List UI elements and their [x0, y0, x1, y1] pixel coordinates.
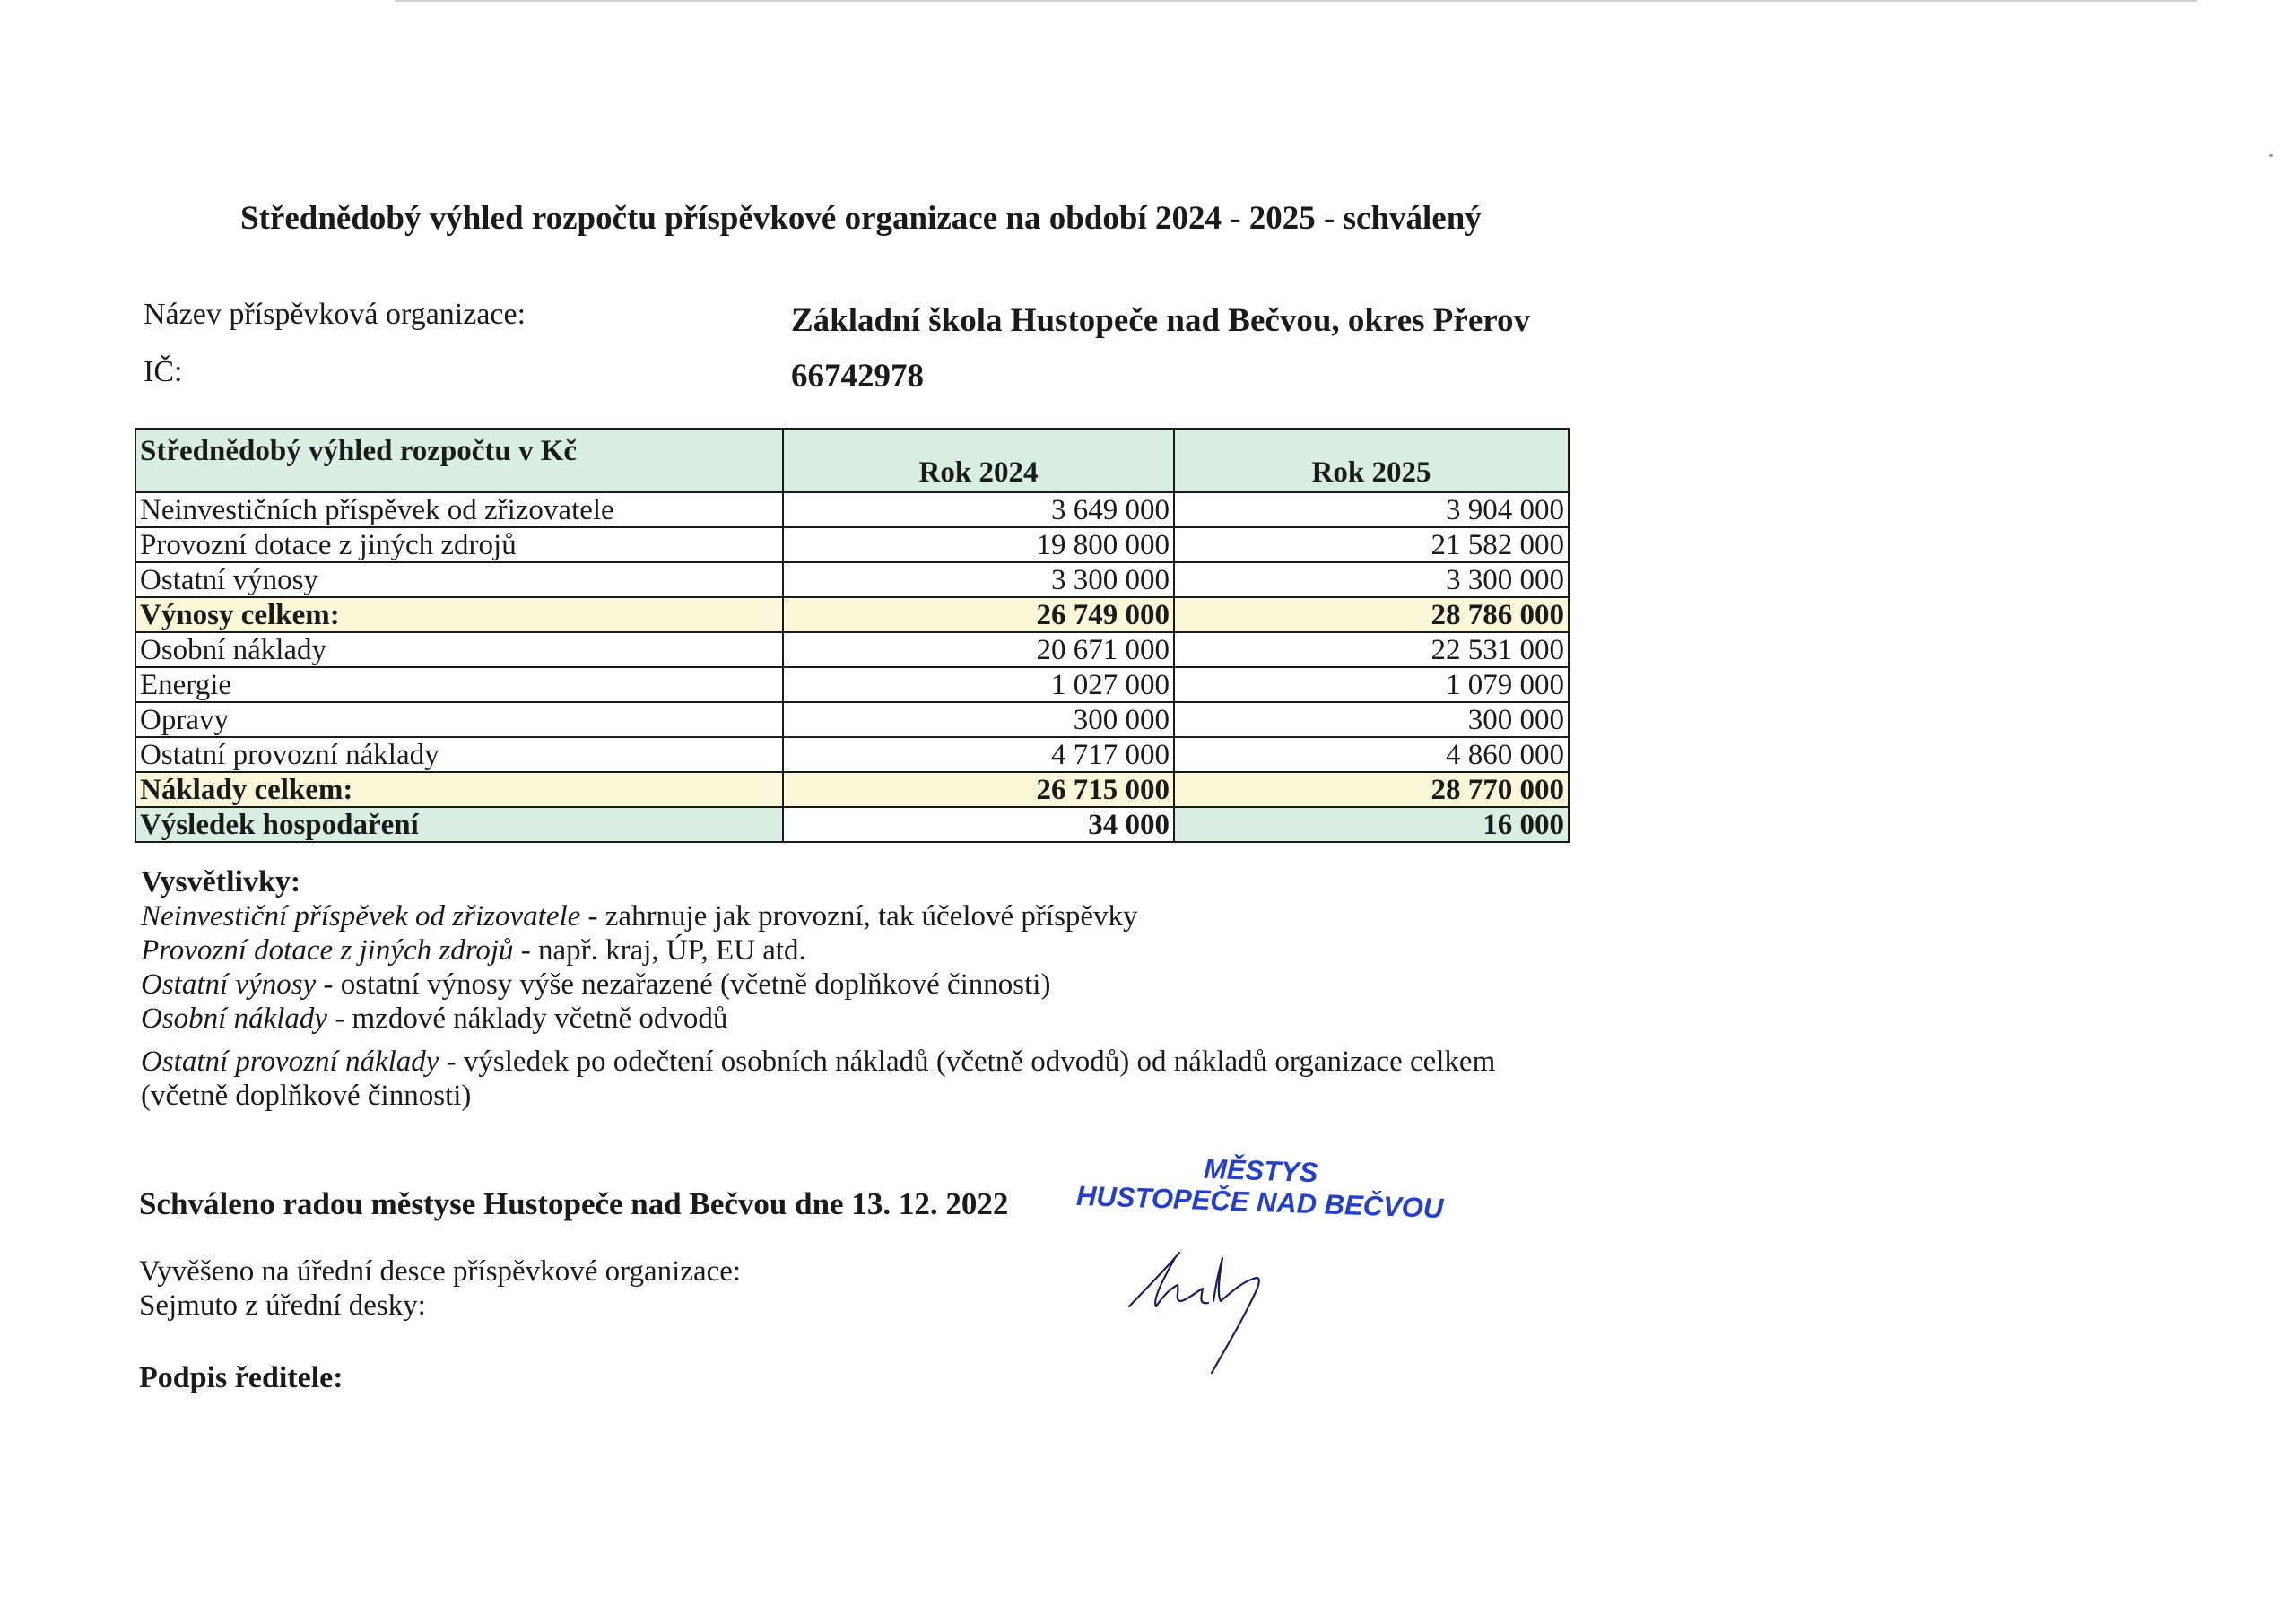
value-2024: 4 717 000 [783, 737, 1174, 772]
value-2024: 3 649 000 [783, 492, 1174, 527]
row-label: Výsledek hospodaření [135, 807, 783, 842]
ic-value: 66742978 [791, 358, 924, 395]
value-2024: 26 715 000 [783, 772, 1174, 807]
org-name-label: Název příspěvková organizace: [144, 298, 526, 331]
row-label: Opravy [135, 702, 783, 737]
value-2025: 300 000 [1174, 702, 1569, 737]
value-2024: 19 800 000 [783, 527, 1174, 562]
note-term: Ostatní výnosy [141, 968, 317, 1001]
table-row [135, 702, 1569, 737]
note-term: Osobní náklady [141, 1002, 328, 1035]
row-label: Osobní náklady [135, 632, 783, 667]
director-signature-label: Podpis ředitele: [139, 1361, 344, 1394]
header-label: Střednědobý výhled rozpočtu v Kč [135, 429, 783, 492]
org-name-value: Základní škola Hustopeče nad Bečvou, okres Přerov [791, 302, 1531, 339]
note-term: Neinvestiční příspěvek od zřizovatele [141, 900, 581, 933]
table-row-total-income [135, 597, 1569, 632]
note-continuation: (včetně doplňkové činnosti) [141, 1080, 472, 1112]
value-2025: 16 000 [1174, 807, 1569, 842]
scan-edge-line [395, 0, 2197, 2]
row-label: Provozní dotace z jiných zdrojů [135, 527, 783, 562]
value-2025: 21 582 000 [1174, 527, 1569, 562]
table-header-row [135, 429, 1569, 492]
note-text: - mzdové náklady včetně odvodů [327, 1002, 728, 1035]
value-2024: 3 300 000 [783, 562, 1174, 597]
table-row [135, 737, 1569, 772]
ic-label: IČ: [144, 355, 183, 388]
value-2025: 3 904 000 [1174, 492, 1569, 527]
note-text: - ostatní výnosy výše nezařazené (včetně doplňkové činnosti) [316, 968, 1051, 1001]
value-2024: 26 749 000 [783, 597, 1174, 632]
stamp-line-2: HUSTOPEČE NAD BEČVOU [1075, 1179, 1444, 1225]
value-2024: 1 027 000 [783, 667, 1174, 702]
row-label: Neinvestičních příspěvek od zřizovatele [135, 492, 783, 527]
row-label: Náklady celkem: [135, 772, 783, 807]
value-2025: 22 531 000 [1174, 632, 1569, 667]
table-row [135, 527, 1569, 562]
value-2024: 20 671 000 [783, 632, 1174, 667]
table-row [135, 492, 1569, 527]
row-label: Výnosy celkem: [135, 597, 783, 632]
table-row-total-costs [135, 772, 1569, 807]
approval-statement: Schváleno radou městyse Hustopeče nad Bečvou dne 13. 12. 2022 [139, 1186, 1009, 1221]
header-2024: Rok 2024 [783, 429, 1174, 492]
note-term: Provozní dotace z jiných zdrojů [141, 934, 514, 967]
notes-heading: Vysvětlivky: [141, 865, 301, 898]
stamp-line-1: MĚSTYS [1203, 1152, 1319, 1189]
handwritten-signature [1126, 1242, 1359, 1376]
removed-label: Sejmuto z úřední desky: [139, 1289, 426, 1322]
table-row-result [135, 807, 1569, 842]
value-2025: 28 770 000 [1174, 772, 1569, 807]
posted-label: Vyvěšeno na úřední desce příspěvkové organizace: [139, 1255, 742, 1288]
value-2025: 4 860 000 [1174, 737, 1569, 772]
value-2025: 1 079 000 [1174, 667, 1569, 702]
table-row [135, 562, 1569, 597]
table-row [135, 667, 1569, 702]
value-2024: 34 000 [783, 807, 1174, 842]
note-text: - výsledek po odečtení osobních nákladů (včetně odvodů) od nákladů organizace celkem [439, 1046, 1496, 1078]
table-row [135, 632, 1569, 667]
value-2025: 28 786 000 [1174, 597, 1569, 632]
row-label: Ostatní provozní náklady [135, 737, 783, 772]
note-item [141, 968, 1050, 1002]
note-text: - např. kraj, ÚP, EU atd. [513, 934, 806, 967]
budget-table [135, 428, 1570, 843]
scan-speck [2269, 154, 2273, 157]
note-item [141, 900, 1138, 933]
value-2024: 300 000 [783, 702, 1174, 737]
row-label: Ostatní výnosy [135, 562, 783, 597]
note-term: Ostatní provozní náklady [141, 1046, 439, 1078]
note-item [141, 1002, 727, 1036]
row-label: Energie [135, 667, 783, 702]
header-2025: Rok 2025 [1174, 429, 1569, 492]
note-item [141, 934, 806, 968]
document-title: Střednědobý výhled rozpočtu příspěvkové organizace na období 2024 - 2025 - schválený [240, 200, 1482, 237]
note-item [141, 1046, 1495, 1079]
note-text: - zahrnuje jak provozní, tak účelové příspěvky [580, 900, 1138, 933]
value-2025: 3 300 000 [1174, 562, 1569, 597]
